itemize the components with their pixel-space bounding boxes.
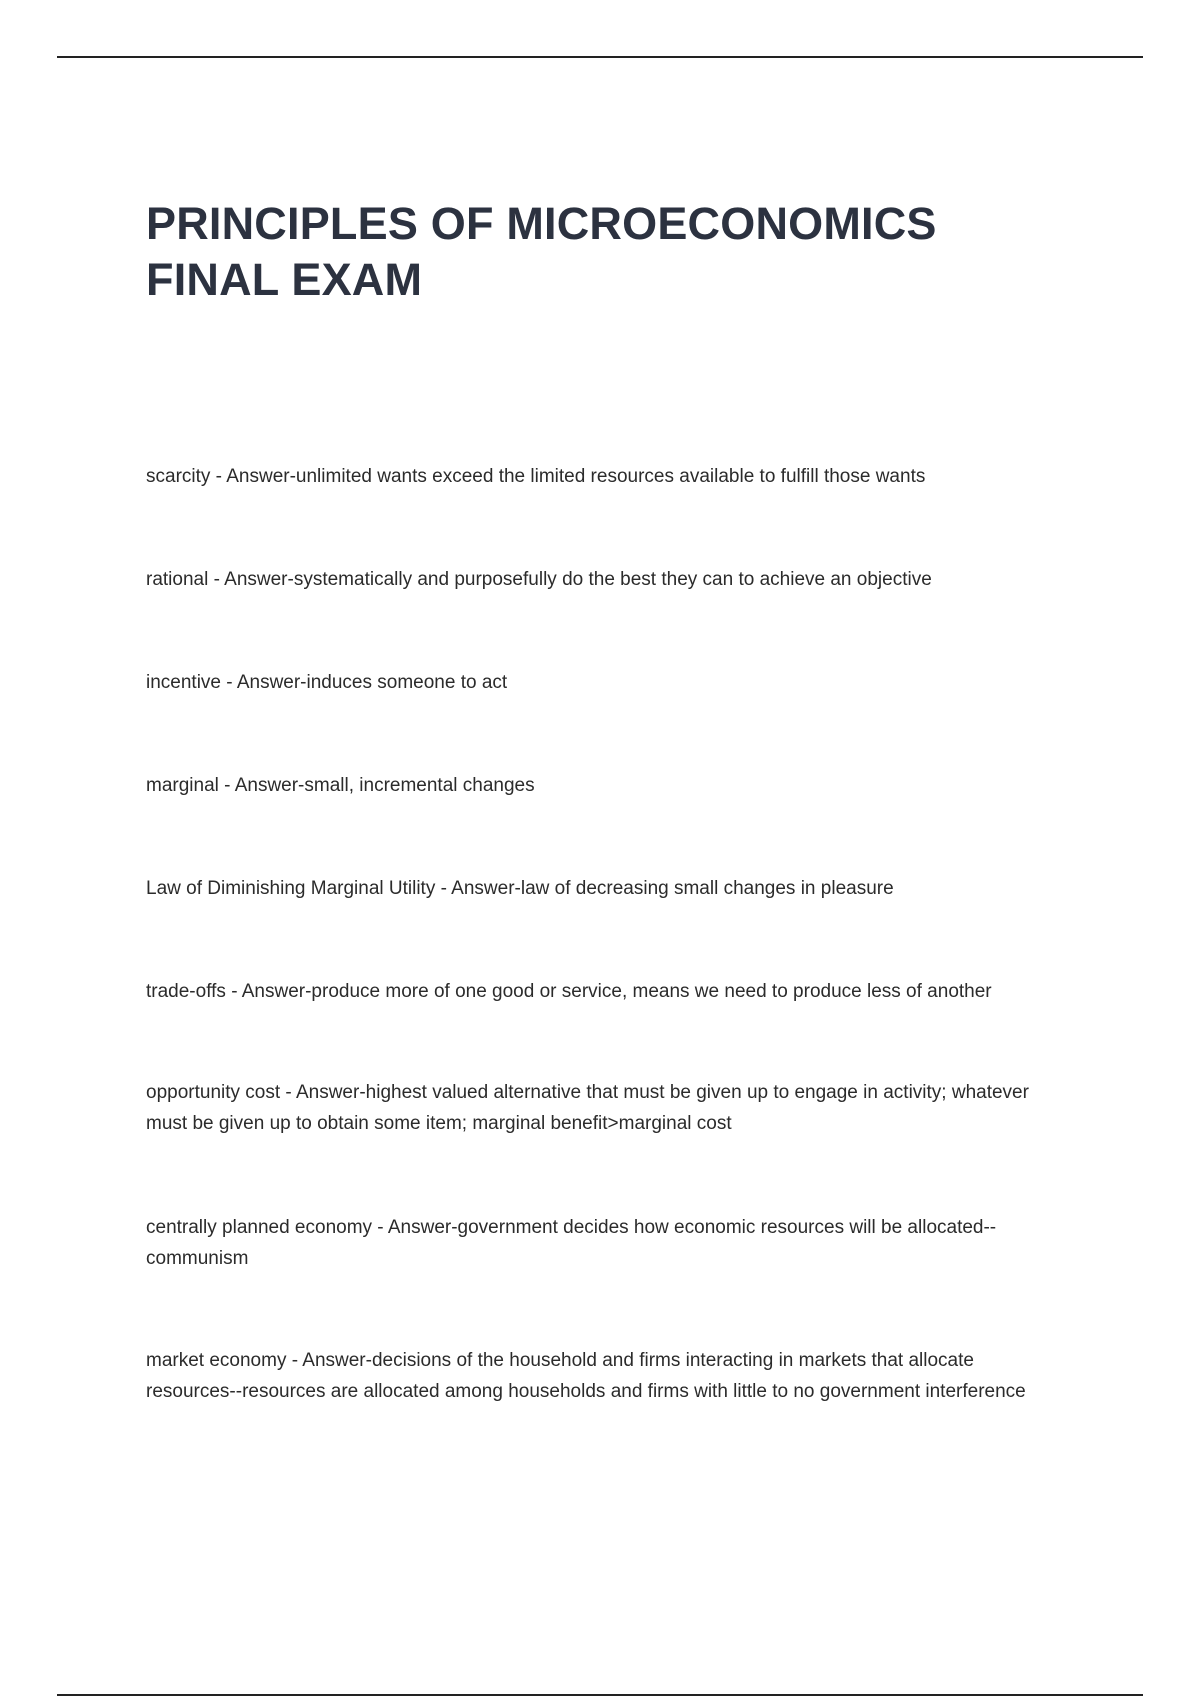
flashcard-entry: marginal - Answer-small, incremental changes: [146, 775, 535, 796]
document-title: [146, 196, 1106, 308]
flashcard-entry: incentive - Answer-induces someone to act: [146, 672, 508, 693]
flashcard-entry: scarcity - Answer-unlimited wants exceed the limited resources available to fulfill those wants: [146, 466, 926, 487]
title-line-2: FINAL EXAM: [146, 254, 423, 305]
bottom-rule: [57, 1694, 1143, 1696]
flashcard-entry: rational - Answer-systematically and purposefully do the best they can to achieve an objective: [146, 569, 932, 590]
top-rule: [57, 56, 1143, 58]
title-line-1: PRINCIPLES OF MICROECONOMICS: [146, 198, 937, 249]
flashcard-entry: trade-offs - Answer-produce more of one good or service, means we need to produce less of another: [146, 981, 992, 1002]
flashcard-entry: centrally planned economy - Answer-government decides how economic resources will be allocated--communism: [146, 1217, 997, 1269]
flashcard-entry: opportunity cost - Answer-highest valued alternative that must be given up to engage in activity; whatever must be given up to obtain some item; marginal benefit>marginal cost: [146, 1082, 1029, 1134]
flashcard-entry: Law of Diminishing Marginal Utility - Answer-law of decreasing small changes in pleasure: [146, 878, 894, 899]
flashcard-entry: market economy - Answer-decisions of the household and firms interacting in markets that allocate resources--resources are allocated among households and firms with little to no government interference: [146, 1350, 1026, 1402]
